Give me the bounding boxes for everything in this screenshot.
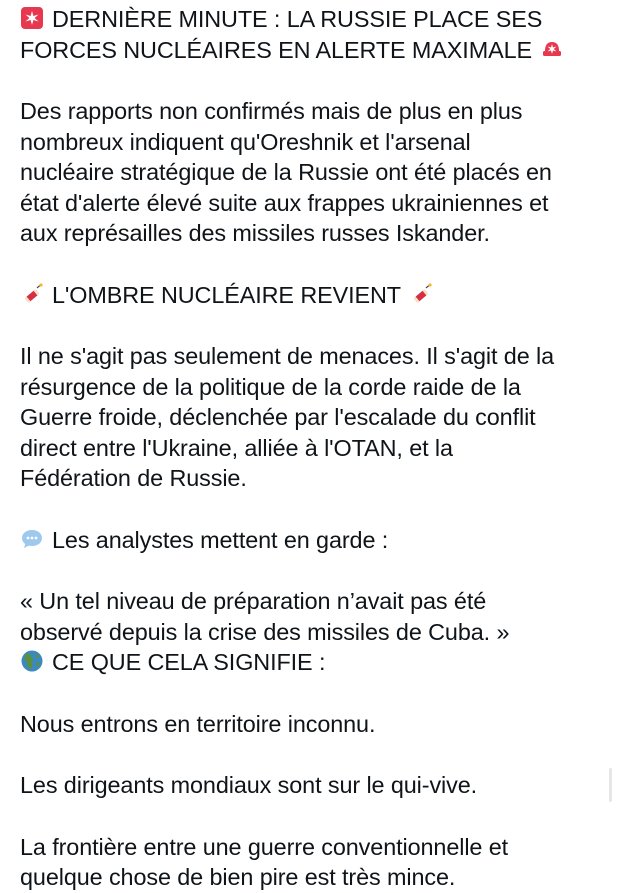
- meaning-heading: [20, 647, 620, 678]
- analysis-line: Il ne s'agit pas seulement de menaces. Il s'agit de la: [20, 343, 555, 369]
- intro-line: nucléaire stratégique de la Russie ont été placés en: [20, 159, 552, 185]
- statement-line: Nous entrons en territoire inconnu.: [20, 710, 376, 737]
- rotating-light-icon: [20, 6, 44, 30]
- quote-line: « Un tel niveau de préparation n’avait pas été: [20, 588, 487, 614]
- intro-line: nombreux indiquent qu'Oreshnik et l'arsenal: [20, 128, 471, 155]
- firecracker-icon: [409, 282, 433, 306]
- firecracker-icon: [20, 282, 44, 306]
- section-heading-text: L'OMBRE NUCLÉAIRE REVIENT: [52, 281, 401, 308]
- intro-paragraph: [20, 96, 620, 249]
- post-body: [20, 4, 620, 893]
- quote-line: observé depuis la crise des missiles de Cuba. »: [20, 618, 510, 645]
- analysts-text: Les analystes mettent en garde :: [52, 526, 389, 553]
- analysts-heading: [20, 525, 620, 556]
- globe-icon: [20, 649, 44, 673]
- intro-line: état d'alerte élevé suite aux frappes ukrainiennes et: [20, 189, 549, 216]
- analysis-paragraph: [20, 341, 620, 494]
- analysis-line: direct entre l'Ukraine, alliée à l'OTAN, et la: [20, 434, 453, 461]
- section-heading-line: [20, 280, 620, 311]
- analysts-line: [20, 525, 620, 556]
- headline-text-2: FORCES NUCLÉAIRES EN ALERTE MAXIMALE: [20, 36, 532, 63]
- headline: [20, 4, 620, 65]
- analysis-line: Guerre froide, déclenchée par l'escalade du conflit: [20, 404, 536, 430]
- headline-line-2: [20, 35, 620, 66]
- analysis-line: résurgence de la politique de la corde raide de la: [20, 373, 521, 400]
- closing-line: La frontière entre une guerre conventionnelle et: [20, 833, 509, 860]
- meaning-text: CE QUE CELA SIGNIFIE :: [52, 649, 326, 675]
- quote-block: [20, 586, 620, 678]
- closing-line: quelque chose de bien pire est très mince.: [20, 864, 456, 890]
- analysis-line: Fédération de Russie.: [20, 465, 247, 491]
- intro-line: aux représailles des missiles russes Iskander.: [20, 220, 490, 246]
- intro-line: Des rapports non confirmés mais de plus en plus: [20, 98, 523, 124]
- statement-2: [20, 770, 620, 801]
- rotating-light-icon: [540, 37, 564, 61]
- speech-balloon-icon: [20, 527, 44, 551]
- statement-1: [20, 709, 620, 740]
- headline-line-1: [20, 4, 620, 35]
- headline-text-1: DERNIÈRE MINUTE : LA RUSSIE PLACE SES: [52, 6, 543, 32]
- scroll-edge-indicator: [609, 768, 612, 802]
- statement-line: Les dirigeants mondiaux sont sur le qui-vive.: [20, 772, 478, 798]
- section-heading: [20, 280, 620, 311]
